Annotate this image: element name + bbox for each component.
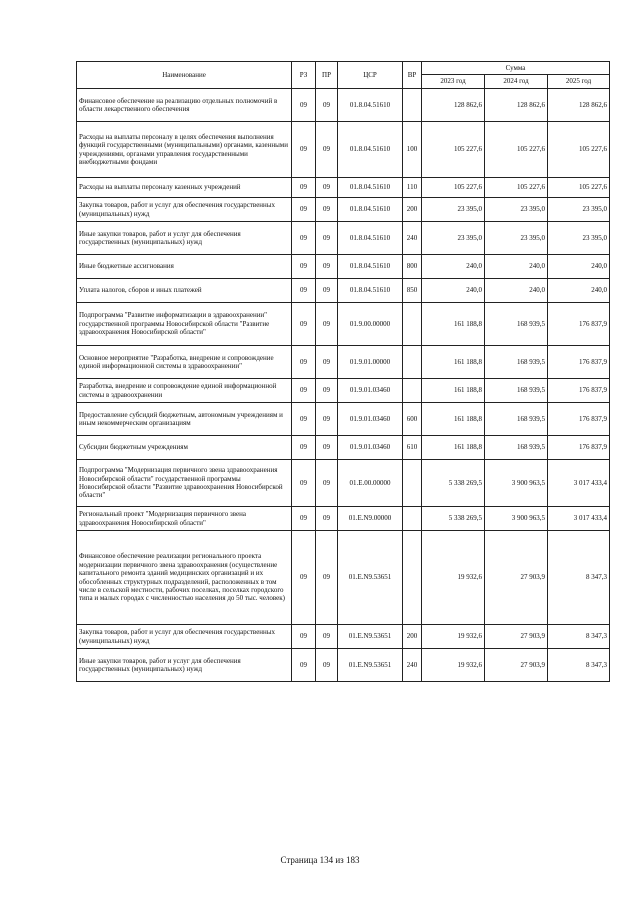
cell-2025: 176 837,9 (548, 379, 610, 403)
cell-2024: 105 227,6 (485, 178, 548, 198)
cell-name: Уплата налогов, сборов и иных платежей (77, 279, 292, 303)
table-row (77, 255, 610, 279)
col-header-pr: ПР (316, 62, 338, 89)
col-header-vr: ВР (403, 62, 422, 89)
cell-csr: 01.Е.N9.53651 (338, 649, 403, 682)
cell-name: Расходы на выплаты персоналу казенных учреждений (77, 178, 292, 198)
cell-csr: 01.8.04.51610 (338, 222, 403, 255)
cell-pr: 09 (316, 89, 338, 122)
cell-pr: 09 (316, 178, 338, 198)
cell-pr: 09 (316, 255, 338, 279)
cell-2025: 128 862,6 (548, 89, 610, 122)
cell-csr: 01.Е.00.00000 (338, 460, 403, 507)
cell-2024: 240,0 (485, 255, 548, 279)
table-row (77, 303, 610, 346)
cell-vr: 800 (403, 255, 422, 279)
budget-table (76, 61, 610, 682)
cell-csr: 01.8.04.51610 (338, 255, 403, 279)
col-header-csr: ЦСР (338, 62, 403, 89)
cell-2023: 240,0 (422, 255, 485, 279)
cell-csr: 01.9.01.03460 (338, 379, 403, 403)
cell-pr: 09 (316, 531, 338, 625)
cell-2023: 5 338 269,5 (422, 507, 485, 531)
cell-2023: 105 227,6 (422, 122, 485, 178)
cell-2023: 161 188,8 (422, 379, 485, 403)
cell-name: Разработка, внедрение и сопровождение единой информационной системы в здравоохранении (77, 379, 292, 403)
cell-2024: 168 939,5 (485, 403, 548, 436)
cell-2024: 23 395,0 (485, 198, 548, 222)
cell-2024: 105 227,6 (485, 122, 548, 178)
cell-name: Предоставление субсидий бюджетным, автономным учреждениям и иным некоммерческим организациям (77, 403, 292, 436)
cell-vr: 850 (403, 279, 422, 303)
table-row (77, 279, 610, 303)
cell-pr: 09 (316, 379, 338, 403)
cell-vr (403, 379, 422, 403)
cell-name: Расходы на выплаты персоналу в целях обеспечения выполнения функций государственными (муниципальными) органами, казенными учреждениями, органами управления государственными внебюджетными фондами (77, 122, 292, 178)
cell-rz: 09 (292, 198, 316, 222)
cell-rz: 09 (292, 279, 316, 303)
cell-2024: 168 939,5 (485, 379, 548, 403)
cell-2024: 23 395,0 (485, 222, 548, 255)
cell-pr: 09 (316, 346, 338, 379)
cell-vr (403, 89, 422, 122)
table-row (77, 460, 610, 507)
cell-rz: 09 (292, 460, 316, 507)
cell-vr: 240 (403, 649, 422, 682)
cell-vr (403, 531, 422, 625)
cell-pr: 09 (316, 122, 338, 178)
cell-pr: 09 (316, 303, 338, 346)
cell-2023: 161 188,8 (422, 436, 485, 460)
cell-name: Иные бюджетные ассигнования (77, 255, 292, 279)
cell-csr: 01.8.04.51610 (338, 279, 403, 303)
cell-2023: 19 932,6 (422, 625, 485, 649)
cell-pr: 09 (316, 625, 338, 649)
cell-pr: 09 (316, 222, 338, 255)
cell-pr: 09 (316, 460, 338, 507)
cell-2023: 161 188,8 (422, 346, 485, 379)
cell-name: Региональный проект "Модернизация первичного звена здравоохранения Новосибирской области" (77, 507, 292, 531)
cell-csr: 01.Е.N9.00000 (338, 507, 403, 531)
cell-2025: 8 347,3 (548, 531, 610, 625)
cell-2023: 161 188,8 (422, 403, 485, 436)
cell-2023: 19 932,6 (422, 531, 485, 625)
table-row (77, 625, 610, 649)
cell-pr: 09 (316, 198, 338, 222)
cell-2025: 3 017 433,4 (548, 460, 610, 507)
cell-2024: 3 900 963,5 (485, 507, 548, 531)
cell-csr: 01.Е.N9.53651 (338, 531, 403, 625)
cell-rz: 09 (292, 531, 316, 625)
cell-2025: 240,0 (548, 279, 610, 303)
cell-2024: 168 939,5 (485, 346, 548, 379)
cell-2025: 105 227,6 (548, 178, 610, 198)
cell-2023: 105 227,6 (422, 178, 485, 198)
page-number: Страница 134 из 183 (280, 855, 360, 865)
cell-name: Подпрограмма "Модернизация первичного звена здравоохранения Новосибирской области" государственной программы Новосибирской области "Развитие здравоохранения Новосибирской области" (77, 460, 292, 507)
cell-pr: 09 (316, 507, 338, 531)
table-row (77, 379, 610, 403)
cell-2025: 176 837,9 (548, 436, 610, 460)
cell-name: Иные закупки товаров, работ и услуг для обеспечения государственных (муниципальных) нужд (77, 649, 292, 682)
cell-2025: 8 347,3 (548, 649, 610, 682)
cell-name: Закупка товаров, работ и услуг для обеспечения государственных (муниципальных) нужд (77, 198, 292, 222)
cell-csr: 01.8.04.51610 (338, 178, 403, 198)
cell-2025: 8 347,3 (548, 625, 610, 649)
cell-vr: 110 (403, 178, 422, 198)
cell-vr: 100 (403, 122, 422, 178)
cell-rz: 09 (292, 255, 316, 279)
cell-2024: 168 939,5 (485, 436, 548, 460)
cell-vr (403, 346, 422, 379)
cell-vr: 200 (403, 198, 422, 222)
cell-2023: 23 395,0 (422, 222, 485, 255)
cell-csr: 01.9.01.03460 (338, 436, 403, 460)
cell-2024: 128 862,6 (485, 89, 548, 122)
table-row (77, 649, 610, 682)
cell-2023: 5 338 269,5 (422, 460, 485, 507)
cell-csr: 01.9.01.00000 (338, 346, 403, 379)
cell-rz: 09 (292, 379, 316, 403)
cell-rz: 09 (292, 89, 316, 122)
cell-2023: 128 862,6 (422, 89, 485, 122)
table-row (77, 531, 610, 625)
cell-csr: 01.9.00.00000 (338, 303, 403, 346)
cell-2025: 23 395,0 (548, 198, 610, 222)
cell-pr: 09 (316, 649, 338, 682)
cell-csr: 01.9.01.03460 (338, 403, 403, 436)
cell-2025: 105 227,6 (548, 122, 610, 178)
cell-rz: 09 (292, 122, 316, 178)
cell-rz: 09 (292, 403, 316, 436)
cell-vr (403, 303, 422, 346)
cell-pr: 09 (316, 403, 338, 436)
cell-rz: 09 (292, 649, 316, 682)
cell-name: Финансовое обеспечение реализации регионального проекта модернизации первичного звена здравоохранения (осуществление капитального ремонта зданий медицинских организаций и их обособленных структурных подразделений, расположенных в том числе в сельской местности, рабочих поселках, поселках городского типа и малых городах с численностью населения до 50 тыс. человек) (77, 531, 292, 625)
cell-2024: 27 903,9 (485, 649, 548, 682)
cell-pr: 09 (316, 436, 338, 460)
col-header-2023: 2023 год (422, 75, 485, 89)
cell-vr: 610 (403, 436, 422, 460)
table-row (77, 507, 610, 531)
table-row (77, 436, 610, 460)
cell-name: Основное мероприятие "Разработка, внедрение и сопровождение единой информационной системы в здравоохранении" (77, 346, 292, 379)
cell-2024: 168 939,5 (485, 303, 548, 346)
cell-name: Субсидии бюджетным учреждениям (77, 436, 292, 460)
table-row (77, 198, 610, 222)
cell-2025: 23 395,0 (548, 222, 610, 255)
table-row (77, 403, 610, 436)
cell-2025: 176 837,9 (548, 346, 610, 379)
table-row (77, 89, 610, 122)
cell-name: Подпрограмма "Развитие информатизации в здравоохранении" государственной программы Новосибирской области "Развитие здравоохранения Новосибирской области" (77, 303, 292, 346)
cell-rz: 09 (292, 303, 316, 346)
cell-rz: 09 (292, 436, 316, 460)
cell-2025: 240,0 (548, 255, 610, 279)
cell-pr: 09 (316, 279, 338, 303)
cell-csr: 01.8.04.51610 (338, 198, 403, 222)
cell-vr (403, 507, 422, 531)
cell-rz: 09 (292, 178, 316, 198)
cell-rz: 09 (292, 222, 316, 255)
cell-vr: 200 (403, 625, 422, 649)
cell-2025: 3 017 433,4 (548, 507, 610, 531)
col-header-sums: Сумма (422, 62, 610, 75)
cell-csr: 01.8.04.51610 (338, 122, 403, 178)
cell-2024: 27 903,9 (485, 531, 548, 625)
cell-vr: 600 (403, 403, 422, 436)
cell-vr: 240 (403, 222, 422, 255)
cell-name: Финансовое обеспечение на реализацию отдельных полномочий в области лекарственного обеспечения (77, 89, 292, 122)
col-header-2024: 2024 год (485, 75, 548, 89)
table-row (77, 346, 610, 379)
cell-2023: 240,0 (422, 279, 485, 303)
cell-name: Иные закупки товаров, работ и услуг для обеспечения государственных (муниципальных) нужд (77, 222, 292, 255)
cell-vr (403, 460, 422, 507)
cell-2023: 19 932,6 (422, 649, 485, 682)
cell-2023: 23 395,0 (422, 198, 485, 222)
cell-2025: 176 837,9 (548, 303, 610, 346)
cell-2024: 27 903,9 (485, 625, 548, 649)
cell-name: Закупка товаров, работ и услуг для обеспечения государственных (муниципальных) нужд (77, 625, 292, 649)
cell-csr: 01.Е.N9.53651 (338, 625, 403, 649)
cell-2025: 176 837,9 (548, 403, 610, 436)
table-row (77, 122, 610, 178)
cell-2024: 3 900 963,5 (485, 460, 548, 507)
col-header-name: Наименование (77, 62, 292, 89)
cell-csr: 01.8.04.51610 (338, 89, 403, 122)
cell-rz: 09 (292, 346, 316, 379)
cell-rz: 09 (292, 625, 316, 649)
table-row (77, 222, 610, 255)
cell-rz: 09 (292, 507, 316, 531)
table-row (77, 178, 610, 198)
col-header-2025: 2025 год (548, 75, 610, 89)
cell-2023: 161 188,8 (422, 303, 485, 346)
col-header-rz: РЗ (292, 62, 316, 89)
cell-2024: 240,0 (485, 279, 548, 303)
table-body (77, 89, 610, 682)
